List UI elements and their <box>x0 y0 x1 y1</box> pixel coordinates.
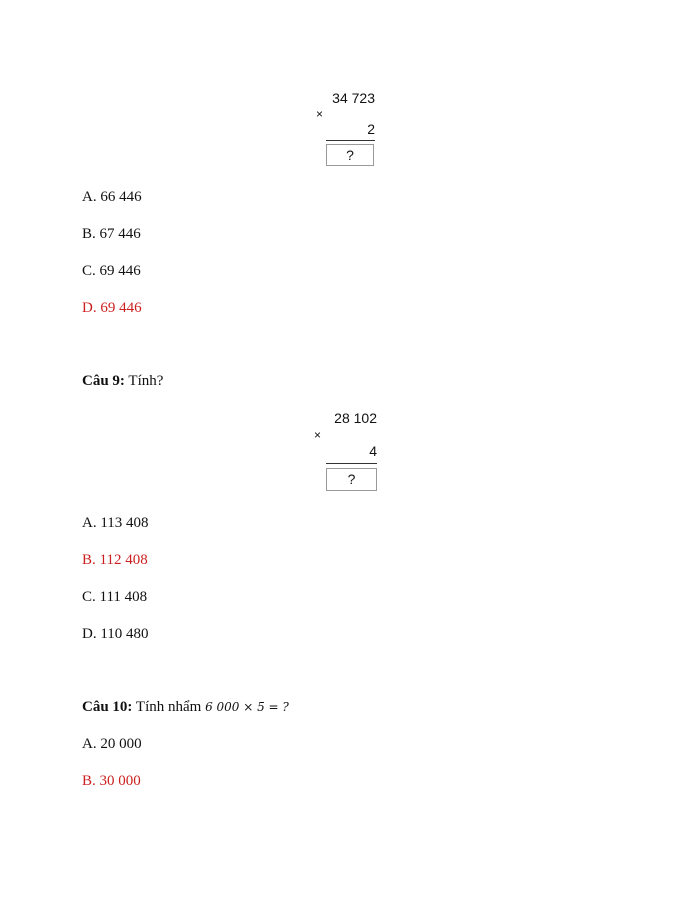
q8-divider-line <box>326 140 375 141</box>
q9-text: Tính? <box>124 373 164 389</box>
q9-heading <box>82 372 163 390</box>
q10-formula: 6 000 × 5 = ? <box>205 700 289 714</box>
q10-option-b[interactable]: B. 30 000 <box>82 773 141 789</box>
q8-top-number: 34 723 <box>332 90 375 106</box>
q9-top-number: 28 102 <box>334 410 377 426</box>
q9-option-d[interactable]: D. 110 480 <box>82 626 149 642</box>
q9-option-a[interactable]: A. 113 408 <box>82 515 149 531</box>
q10-text: Tính nhẩm <box>132 699 206 715</box>
q8-multiply-sign: × <box>316 107 324 121</box>
q9-option-b[interactable]: B. 112 408 <box>82 552 148 568</box>
q9-option-c[interactable]: C. 111 408 <box>82 589 148 605</box>
q8-bottom-number: 2 <box>367 121 375 137</box>
q8-answer-box[interactable]: ? <box>326 144 374 166</box>
q8-option-d[interactable]: D. 69 446 <box>82 300 142 316</box>
q8-multiplication <box>300 88 380 170</box>
q8-option-b[interactable]: B. 67 446 <box>82 226 141 242</box>
q10-heading <box>82 698 289 716</box>
q8-option-a[interactable]: A. 66 446 <box>82 189 142 205</box>
q9-bottom-number: 4 <box>369 443 377 459</box>
q9-multiplication <box>300 408 382 494</box>
q9-divider-line <box>326 463 377 464</box>
q10-title: Câu 10: <box>82 699 133 715</box>
q9-answer-box[interactable]: ? <box>326 468 377 491</box>
q9-multiply-sign: × <box>314 428 322 442</box>
q10-option-a[interactable]: A. 20 000 <box>82 736 142 752</box>
q8-option-c[interactable]: C. 69 446 <box>82 263 141 279</box>
q9-title: Câu 9: <box>82 373 125 389</box>
